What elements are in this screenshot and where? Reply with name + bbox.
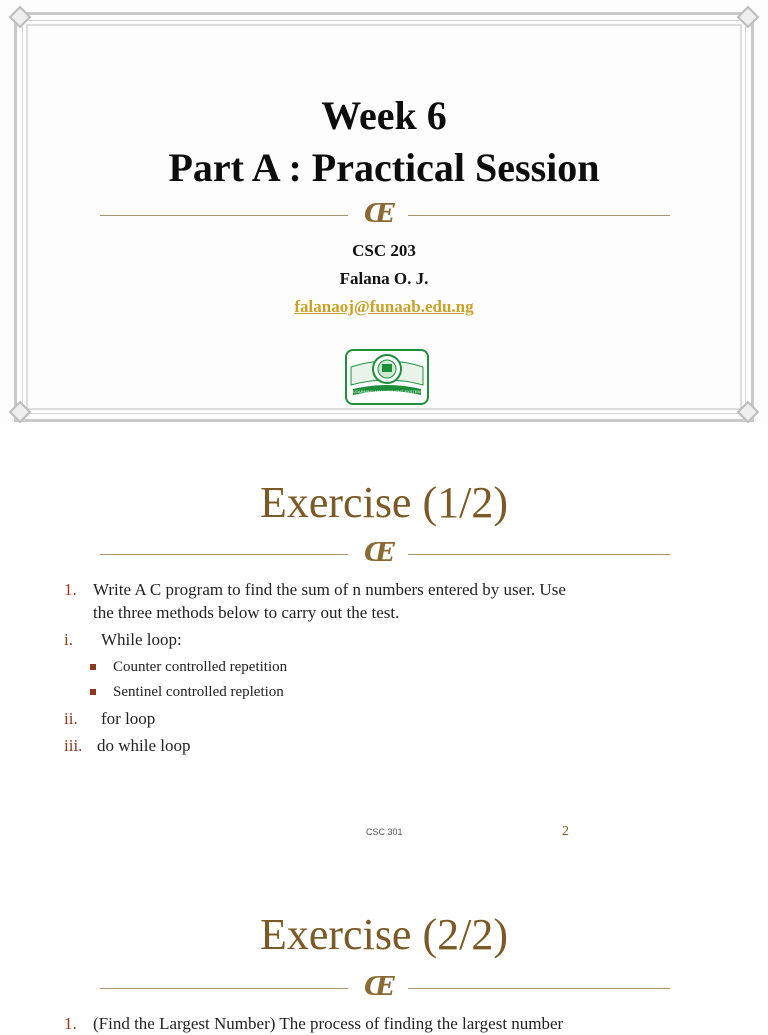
- ornament-divider: [100, 972, 670, 1002]
- list-marker: i.: [64, 630, 73, 649]
- slide-title-exercise-1: Exercise (1/2): [260, 478, 508, 527]
- funaab-lms-logo: [345, 349, 429, 405]
- ornament-divider: [100, 199, 670, 229]
- ornament-icon: Œ: [364, 972, 392, 1002]
- square-bullet-icon: [90, 664, 96, 670]
- title-slide: [0, 0, 768, 426]
- ornament-divider: [100, 538, 670, 568]
- list-marker: 1.: [64, 1014, 77, 1033]
- list-item-text: Counter controlled repetition: [113, 659, 288, 675]
- list-item-text: for loop: [101, 709, 156, 728]
- page-number: 2: [562, 824, 569, 839]
- slide-title-week: Week 6: [321, 93, 447, 138]
- author-name: Falana O. J.: [339, 269, 429, 288]
- list-item-text: the three methods below to carry out the test.: [93, 603, 400, 622]
- author-email-link[interactable]: falanaoj@funaab.edu.ng: [294, 297, 474, 316]
- list-marker: ii.: [64, 709, 78, 728]
- slide-title-exercise-2: Exercise (2/2): [260, 910, 508, 959]
- course-code: CSC 203: [352, 241, 416, 260]
- list-item-text: While loop:: [101, 630, 182, 649]
- footer-course-code: CSC 301: [366, 827, 403, 837]
- list-marker: iii.: [64, 736, 83, 755]
- list-item-text: (Find the Largest Number) The process of finding the largest number: [93, 1014, 564, 1033]
- list-marker: 1.: [64, 580, 77, 599]
- list-item-text: Sentinel controlled repletion: [113, 684, 284, 700]
- ornament-icon: Œ: [364, 199, 392, 229]
- list-item-text: do while loop: [97, 736, 191, 755]
- slide-title-part: Part A : Practical Session: [168, 145, 600, 190]
- list-item-text: Write A C program to find the sum of n numbers entered by user. Use: [93, 580, 566, 599]
- ornament-icon: Œ: [364, 538, 392, 568]
- square-bullet-icon: [90, 689, 96, 695]
- logo-label: LEARNING MANAGEMENT SYSTEM: [353, 389, 421, 394]
